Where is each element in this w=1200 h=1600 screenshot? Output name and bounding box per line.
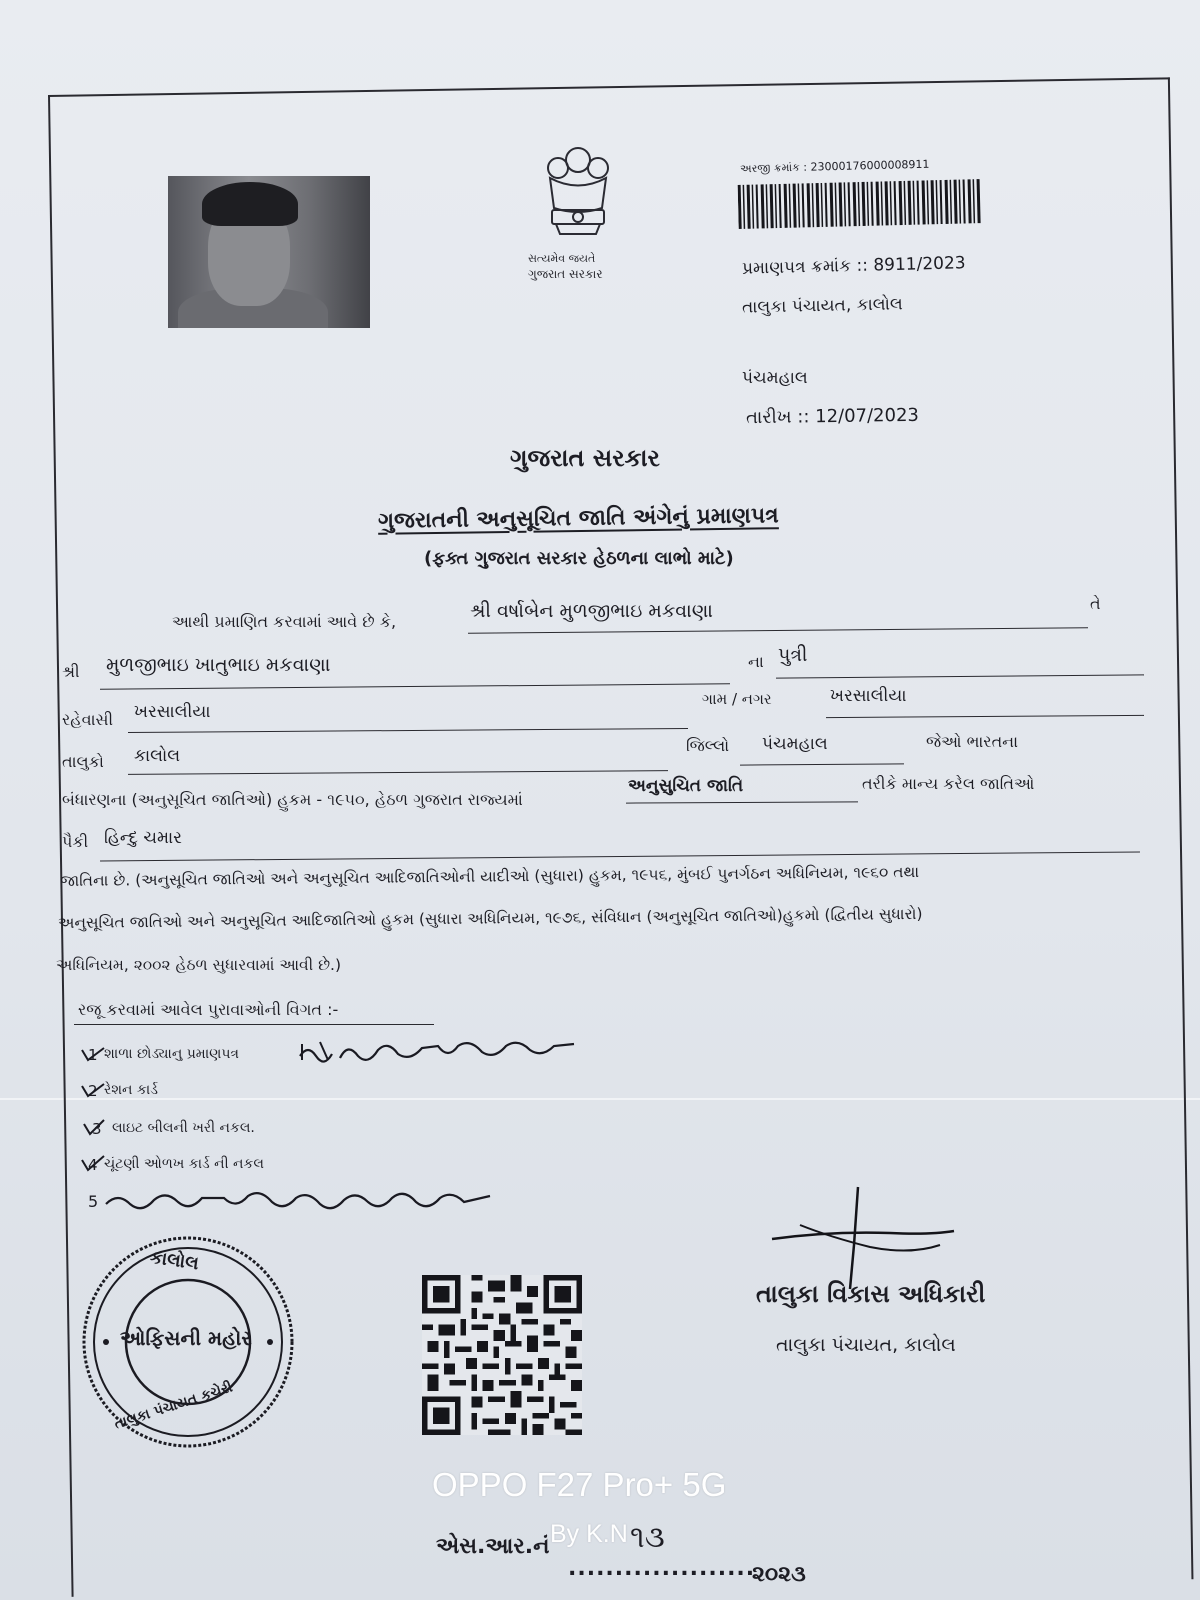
photo-hair xyxy=(202,182,298,226)
register-label: એસ.આર.નં xyxy=(436,1534,550,1559)
signatory-office: તાલુકા પંચાયત, કાલોલ xyxy=(776,1334,956,1356)
emblem-caption: ગુજરાત સરકાર xyxy=(528,267,603,281)
shri-label: શ્રી xyxy=(62,662,80,681)
paragraph-line-1: જાતિના છે. (અનુસૂચિત જાતિઓ અને અનુસૂચિત આદિજાતિઓની યાદીઓ (સુધારા) હુકમ, ૧૯૫૬, મુંબઈ પુનર્ગઠન અધિનિયમ, ૧૯૬૦ તથા xyxy=(60,863,920,890)
officer-signature xyxy=(770,1185,970,1295)
qr-code xyxy=(422,1275,582,1435)
te-label: તે xyxy=(1090,594,1101,613)
evidence-item-3-number: 3 xyxy=(92,1120,102,1138)
evidence-heading-line xyxy=(74,1024,434,1025)
barcode xyxy=(737,165,984,233)
residence-label: રહેવાસી xyxy=(62,710,114,729)
village: ખરસાલીયા xyxy=(830,686,907,706)
handwritten-leaving-certificate-number xyxy=(298,1036,578,1066)
certificate-title: ગુજરાતની અનુસૂચિત જાતિ અંગેનું પ્રમાણપત્ર xyxy=(377,503,779,534)
recognized-label: તરીકે માન્ય કરેલ જાતિઓ xyxy=(862,774,1035,793)
taluka-label: તાલુકો xyxy=(62,752,104,771)
issue-date: તારીખ :: 12/07/2023 xyxy=(745,404,920,429)
india-label: જેઓ ભારતના xyxy=(926,732,1019,751)
application-number: અરજી ક્રમાંક : 23000176000008911 xyxy=(739,157,930,176)
stamp-bottom-text: તાલુકા પંચાયત કચેરી xyxy=(112,1379,235,1433)
relation: પુત્રી xyxy=(778,644,808,666)
holder-photo xyxy=(168,176,370,328)
evidence-item-5-number: 5 xyxy=(88,1192,99,1211)
district-label: જિલ્લો xyxy=(686,736,730,755)
village-label: ગામ / નગર xyxy=(702,690,772,708)
emblem-motto: સત્યમેવ જયતે xyxy=(528,252,596,265)
header-district: પંચમહાલ xyxy=(742,368,808,388)
residence: ખરસાલીયા xyxy=(134,702,211,722)
evidence-item-1-number: 1 xyxy=(88,1046,98,1064)
evidence-item-1: શાળા છોડ્યાનુ પ્રમાણપત્ર xyxy=(104,1046,240,1062)
certificate-subtitle: (ફક્ત ગુજરાત સરકાર હેઠળના લાભો માટે) xyxy=(424,548,734,569)
taluka: કાલોલ xyxy=(134,746,181,766)
category: અનુસુચિત જાતિ xyxy=(628,776,744,796)
evidence-item-2-number: 2 xyxy=(88,1082,98,1100)
issuing-office: તાલુકા પંચાયત, કાલોલ xyxy=(741,294,903,318)
stamp-center-text: ઓફિસની મહોર xyxy=(120,1326,252,1350)
camera-watermark-device: OPPO F27 Pro+ 5G xyxy=(432,1466,727,1503)
evidence-item-4-number: 4 xyxy=(88,1156,98,1174)
paragraph-line-2: અનુસૂચિત જાતિઓ અને અનુસૂચિત આદિજાતિઓ હુકમ (સુધારા અધિનિયમ, ૧૯૭૬, સંવિધાન (અનુસૂચિત જાતિઓ)હુકમો (દ્વિતીય સુધારો) xyxy=(58,904,923,932)
evidence-item-4: ચૂંટણી ઓળખ કાર્ડ ની નકલ xyxy=(104,1156,264,1172)
holder-name: શ્રી વર્ષાબેન મુળજીભાઇ મકવાણા xyxy=(470,600,713,622)
ashoka-emblem-icon xyxy=(528,138,628,258)
na-label: ના xyxy=(748,652,764,671)
among-label: પૈકી xyxy=(62,832,89,851)
certify-label: આથી પ્રમાણિત કરવામાં આવે છે કે, xyxy=(172,612,397,631)
register-dots: .................... xyxy=(568,1556,756,1581)
signatory-title: તાલુકા વિકાસ અધિકારી xyxy=(756,1280,986,1308)
register-number: ૧૩ xyxy=(630,1520,665,1555)
camera-watermark-author: By K.N xyxy=(550,1520,628,1548)
register-year: ૨૦૨૩ xyxy=(752,1562,806,1587)
father-name: મુળજીભાઇ ખાતુભાઇ મકવાણા xyxy=(106,654,331,676)
handwritten-ticks xyxy=(80,1044,106,1194)
government-title: ગુજરાત સરકાર xyxy=(510,444,660,472)
district: પંચમહાલ xyxy=(762,734,828,754)
evidence-item-3: લાઇટ બીલની ખરી નકલ. xyxy=(112,1120,255,1136)
stamp-top-text: કાલોલ xyxy=(148,1246,201,1275)
handwritten-item-5 xyxy=(104,1186,494,1216)
caste: હિન્દુ ચમાર xyxy=(104,828,182,848)
order-text: બંધારણના (અનુસૂચિત જાતિઓ) હુકમ - ૧૯૫૦, હેઠળ ગુજરાત રાજ્યમાં xyxy=(62,790,523,809)
evidence-heading: રજૂ કરવામાં આવેલ પુરાવાઓની વિગત :- xyxy=(78,1000,339,1019)
paragraph-line-3: અધિનિયમ, ૨૦૦૨ હેઠળ સુધારવામાં આવી છે.) xyxy=(56,956,342,974)
evidence-item-2: રેશન કાર્ડ xyxy=(104,1082,158,1098)
certificate-number: પ્રમાણપત્ર ક્રમાંક :: 8911/2023 xyxy=(741,253,966,279)
